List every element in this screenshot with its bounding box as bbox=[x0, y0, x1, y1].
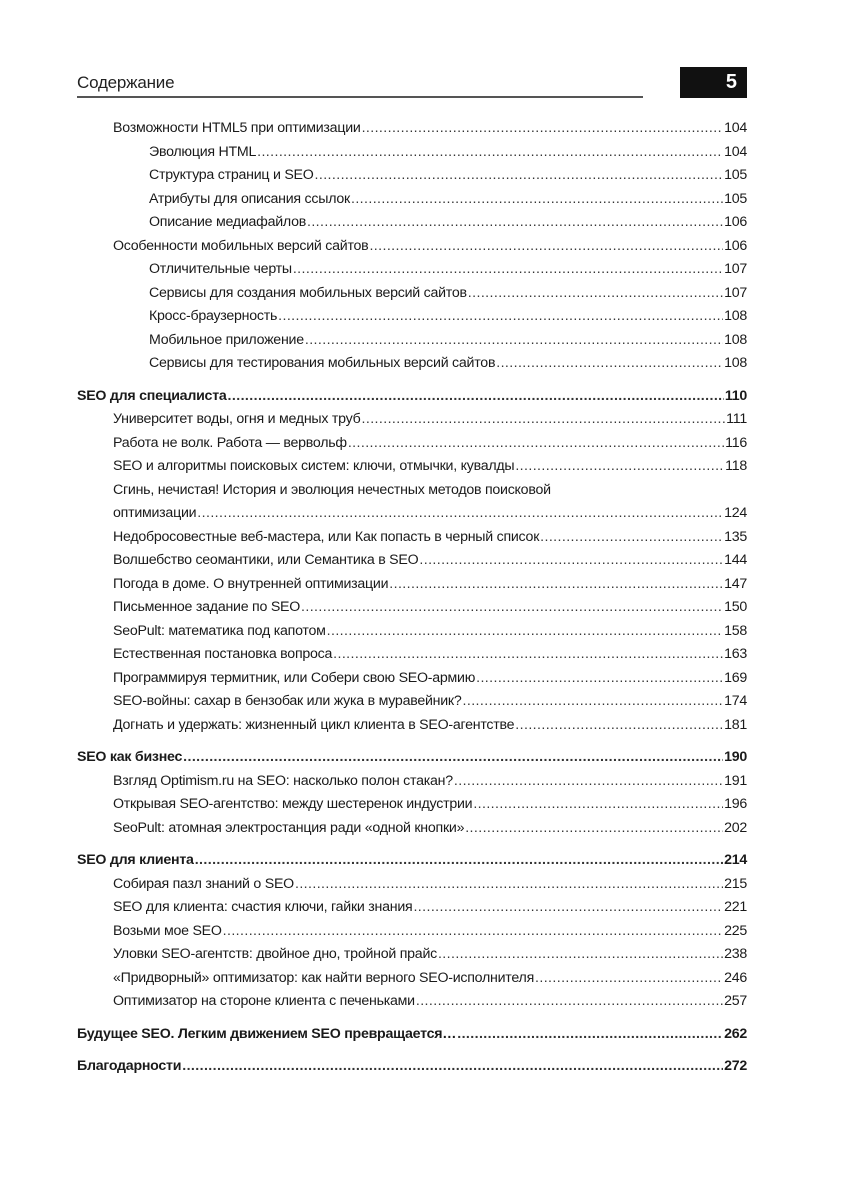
toc-entry-title: Взгляд Optimism.ru на SEO: насколько полон стакан? bbox=[113, 772, 453, 789]
toc-page-number: 108 bbox=[724, 355, 747, 371]
toc-entry[interactable] bbox=[77, 305, 747, 329]
toc-entry-title: Погода в доме. О внутренней оптимизации bbox=[113, 575, 389, 592]
toc-page-number: 111 bbox=[726, 411, 747, 427]
toc-entry[interactable] bbox=[77, 526, 747, 550]
toc-entry-title: Волшебство сеомантики, или Семантика в SEO bbox=[113, 552, 419, 568]
header-title: Содержание bbox=[77, 73, 175, 92]
toc-entry[interactable] bbox=[77, 258, 747, 282]
toc-entry-title: Сервисы для тестирования мобильных версий сайтов bbox=[149, 355, 496, 371]
dot-leader bbox=[468, 282, 723, 306]
dot-leader bbox=[278, 305, 723, 329]
toc-page-number: 181 bbox=[724, 716, 747, 733]
toc-section[interactable] bbox=[77, 1023, 747, 1047]
dot-leader bbox=[438, 943, 723, 967]
toc-entry-title: SEO и алгоритмы поисковых систем: ключи, отмычки, кувалды bbox=[113, 458, 515, 474]
toc-entry[interactable] bbox=[77, 479, 747, 526]
dot-leader bbox=[333, 643, 723, 667]
dot-leader bbox=[195, 849, 723, 873]
toc-page-number: 272 bbox=[724, 1058, 747, 1074]
toc-page-number: 225 bbox=[724, 922, 747, 939]
toc-entry[interactable] bbox=[77, 282, 747, 306]
toc-page-number: 174 bbox=[724, 693, 747, 709]
toc-page-number: 118 bbox=[725, 458, 747, 474]
toc-entry-title: SEO-войны: сахар в бензобак или жука в муравейник? bbox=[113, 693, 462, 709]
toc-page-number: 262 bbox=[724, 1025, 747, 1042]
toc-entry-title: Кросс-браузерность bbox=[149, 308, 278, 324]
toc-entry[interactable] bbox=[77, 793, 747, 817]
toc-page-number: 169 bbox=[724, 669, 747, 686]
toc-page-number: 135 bbox=[724, 528, 747, 545]
toc-entry[interactable] bbox=[77, 667, 747, 691]
toc-entry[interactable] bbox=[77, 235, 747, 259]
toc-entry[interactable] bbox=[77, 817, 747, 841]
dot-leader bbox=[416, 990, 723, 1014]
dot-leader bbox=[413, 896, 723, 920]
toc-entry[interactable] bbox=[77, 920, 747, 944]
toc-entry-title: Работа не волк. Работа — вервольф bbox=[113, 434, 347, 451]
toc-entry-title: Будущее SEO. Легким движением SEO превращается… bbox=[77, 1025, 457, 1042]
dot-leader bbox=[362, 117, 724, 141]
dot-leader bbox=[183, 746, 723, 770]
toc-entry[interactable] bbox=[77, 714, 747, 738]
toc-entry-title: Описание медиафайлов bbox=[149, 214, 306, 230]
toc-page-number: 215 bbox=[724, 875, 747, 892]
toc-entry-title: Отличительные черты bbox=[149, 261, 292, 277]
toc-entry[interactable] bbox=[77, 967, 747, 991]
toc-entry-title: Эволюция HTML bbox=[149, 143, 257, 160]
toc-page-number: 202 bbox=[724, 819, 747, 836]
toc-entry[interactable] bbox=[77, 432, 747, 456]
dot-leader bbox=[465, 817, 723, 841]
toc-entry-title: Особенности мобильных версий сайтов bbox=[113, 237, 369, 254]
toc-entry-title: Письменное задание по SEO bbox=[113, 599, 301, 615]
toc-entry[interactable] bbox=[77, 164, 747, 188]
dot-leader bbox=[362, 408, 726, 432]
toc-page-number: 238 bbox=[724, 946, 747, 962]
dot-leader bbox=[535, 967, 723, 991]
toc-entry-title: SeoPult: атомная электростанция ради «одной кнопки» bbox=[113, 819, 465, 836]
toc-entry[interactable] bbox=[77, 211, 747, 235]
toc-page-number: 221 bbox=[724, 899, 747, 915]
toc-page-number: 144 bbox=[724, 552, 747, 568]
toc-page-number: 124 bbox=[724, 505, 747, 521]
toc-entry[interactable] bbox=[77, 455, 747, 479]
toc-entry-title: Университет воды, огня и медных труб bbox=[113, 411, 361, 427]
toc-entry-title: SeoPult: математика под капотом bbox=[113, 622, 326, 639]
dot-leader bbox=[257, 141, 723, 165]
dot-leader bbox=[223, 920, 723, 944]
toc-entry-title-cont: оптимизации bbox=[113, 505, 197, 521]
toc-section[interactable] bbox=[77, 385, 747, 409]
toc-entry[interactable] bbox=[77, 690, 747, 714]
toc-page-number: 107 bbox=[724, 284, 747, 301]
toc-entry[interactable] bbox=[77, 549, 747, 573]
toc-page-number: 105 bbox=[724, 167, 747, 183]
dot-leader bbox=[307, 211, 723, 235]
dot-leader bbox=[463, 690, 724, 714]
page-number-box bbox=[680, 67, 747, 98]
dot-leader bbox=[293, 258, 723, 282]
dot-leader bbox=[228, 385, 724, 409]
toc-entry-title: Возможности HTML5 при оптимизации bbox=[113, 120, 361, 136]
toc-entry[interactable] bbox=[77, 117, 747, 141]
toc-entry-title: SEO для клиента bbox=[77, 852, 194, 868]
dot-leader bbox=[351, 188, 723, 212]
toc-page-number: 147 bbox=[724, 575, 747, 592]
toc-page-number: 106 bbox=[724, 214, 747, 230]
dot-leader bbox=[315, 164, 724, 188]
toc-entry[interactable] bbox=[77, 943, 747, 967]
dot-leader bbox=[476, 667, 723, 691]
toc-entry-title: SEO для клиента: счастия ключи, гайки знания bbox=[113, 899, 413, 915]
toc-entry[interactable] bbox=[77, 188, 747, 212]
toc-entry[interactable] bbox=[77, 990, 747, 1014]
dot-leader bbox=[473, 793, 723, 817]
toc-page-number: 108 bbox=[724, 308, 747, 324]
toc-entry[interactable] bbox=[77, 573, 747, 597]
toc-entry-title: Мобильное приложение bbox=[149, 331, 304, 348]
toc-entry-title: Структура страниц и SEO bbox=[149, 167, 314, 183]
toc-entry-title: SEO как бизнес bbox=[77, 749, 183, 765]
toc-section[interactable] bbox=[77, 746, 747, 770]
toc-entry-title: Программируя термитник, или Собери свою SEO-армию bbox=[113, 669, 476, 686]
toc-entry[interactable] bbox=[77, 620, 747, 644]
header-rule bbox=[77, 96, 643, 98]
toc-page-number: 246 bbox=[724, 969, 747, 986]
toc-entry-title: Собирая пазл знаний о SEO bbox=[113, 875, 294, 892]
toc-entry[interactable] bbox=[77, 873, 747, 897]
toc-page-number: 257 bbox=[724, 993, 747, 1009]
toc-entry-title: Благодарности bbox=[77, 1058, 182, 1074]
dot-leader bbox=[515, 714, 723, 738]
toc-entry-title: Атрибуты для описания ссылок bbox=[149, 190, 350, 207]
dot-leader bbox=[305, 329, 723, 353]
dot-leader bbox=[182, 1055, 723, 1079]
page-number: 5 bbox=[725, 71, 737, 93]
toc-page-number: 150 bbox=[724, 599, 747, 615]
toc-entry-continuation bbox=[113, 502, 747, 526]
dot-leader bbox=[496, 352, 723, 376]
toc-page-number: 110 bbox=[724, 387, 747, 404]
toc-entry[interactable] bbox=[77, 329, 747, 353]
toc-page-number: 104 bbox=[724, 120, 747, 136]
toc-page-number: 163 bbox=[724, 646, 747, 662]
dot-leader bbox=[369, 235, 723, 259]
toc-page-number: 116 bbox=[725, 434, 747, 451]
toc-page-number: 106 bbox=[724, 237, 747, 254]
dot-leader bbox=[419, 549, 723, 573]
toc-entry-title: Открывая SEO-агентство: между шестеренок индустрии bbox=[113, 796, 473, 812]
toc-entry[interactable] bbox=[77, 643, 747, 667]
toc-page-number: 105 bbox=[724, 190, 747, 207]
toc-entry[interactable] bbox=[77, 770, 747, 794]
toc-page-number: 190 bbox=[724, 749, 747, 765]
toc-page-number: 158 bbox=[724, 622, 747, 639]
dot-leader bbox=[540, 526, 723, 550]
toc-entry-title: Оптимизатор на стороне клиента с печеньками bbox=[113, 993, 415, 1009]
toc-section[interactable] bbox=[77, 849, 747, 873]
toc-entry[interactable] bbox=[77, 408, 747, 432]
toc-entry[interactable] bbox=[77, 896, 747, 920]
toc-entry-title: Догнать и удержать: жизненный цикл клиента в SEO-агентстве bbox=[113, 716, 515, 733]
toc-entry-title: Возьми мое SEO bbox=[113, 922, 222, 939]
dot-leader bbox=[515, 455, 724, 479]
dot-leader bbox=[454, 770, 723, 794]
toc-entry-title: Естественная постановка вопроса bbox=[113, 646, 333, 662]
toc-entry[interactable] bbox=[77, 141, 747, 165]
toc-section[interactable] bbox=[77, 1055, 747, 1079]
dot-leader bbox=[348, 432, 724, 456]
toc-entry-title: «Придворный» оптимизатор: как найти верного SEO-исполнителя bbox=[113, 969, 535, 986]
toc-entry-title: Сгинь, нечистая! История и эволюция нечестных методов поисковой bbox=[113, 481, 551, 498]
toc-page-number: 191 bbox=[724, 772, 747, 789]
dot-leader bbox=[457, 1023, 723, 1047]
toc-page-number: 196 bbox=[724, 796, 747, 812]
toc-page-number: 108 bbox=[724, 331, 747, 348]
table-of-contents bbox=[77, 117, 747, 1079]
toc-entry-title: Уловки SEO-агентств: двойное дно, тройной прайс bbox=[113, 946, 437, 962]
dot-leader bbox=[295, 873, 723, 897]
dot-leader bbox=[197, 502, 723, 526]
dot-leader bbox=[327, 620, 723, 644]
toc-page-number: 104 bbox=[724, 143, 747, 160]
dot-leader bbox=[301, 596, 723, 620]
toc-entry-title: SEO для специалиста bbox=[77, 387, 227, 404]
dot-leader bbox=[389, 573, 723, 597]
toc-page-number: 107 bbox=[724, 261, 747, 277]
toc-entry-title: Недобросовестные веб-мастера, или Как попасть в черный список bbox=[113, 528, 540, 545]
toc-entry-title: Сервисы для создания мобильных версий сайтов bbox=[149, 284, 467, 301]
toc-entry[interactable] bbox=[77, 596, 747, 620]
toc-entry[interactable] bbox=[77, 352, 747, 376]
toc-page-number: 214 bbox=[724, 852, 747, 868]
